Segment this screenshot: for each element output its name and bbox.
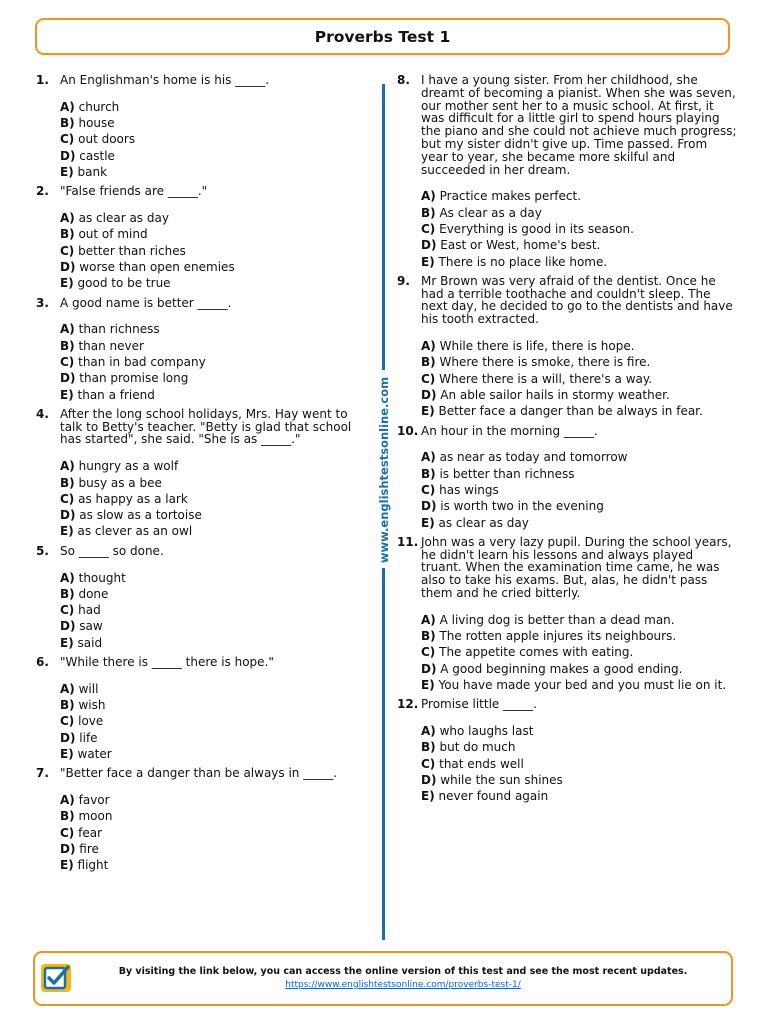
option-d[interactable] bbox=[421, 498, 737, 514]
option-c[interactable] bbox=[60, 131, 366, 147]
option-letter: A) bbox=[60, 99, 75, 114]
option-text: done bbox=[78, 586, 109, 601]
option-text: flight bbox=[77, 858, 109, 873]
option-letter: B) bbox=[60, 475, 75, 490]
option-e[interactable] bbox=[60, 523, 366, 539]
question-number: 11. bbox=[397, 534, 419, 549]
checkbox-check-icon bbox=[40, 962, 72, 994]
option-b[interactable] bbox=[60, 226, 366, 242]
option-text: house bbox=[78, 116, 115, 131]
option-text: than a friend bbox=[77, 387, 155, 402]
option-c[interactable] bbox=[60, 243, 366, 259]
option-text: wish bbox=[78, 698, 106, 713]
option-letter: B) bbox=[421, 205, 436, 220]
question-line bbox=[36, 767, 366, 780]
option-letter: B) bbox=[421, 740, 436, 755]
option-e[interactable] bbox=[60, 164, 366, 180]
option-letter: C) bbox=[421, 482, 436, 497]
footer-link[interactable]: https://www.englishtestsonline.com/proverbs-test-1/ bbox=[285, 980, 521, 990]
option-e[interactable] bbox=[421, 515, 737, 531]
option-a[interactable] bbox=[60, 99, 366, 115]
option-letter: D) bbox=[421, 238, 437, 253]
option-e[interactable] bbox=[60, 275, 366, 291]
question-number: 8. bbox=[397, 73, 410, 87]
option-list bbox=[60, 458, 366, 539]
option-a[interactable] bbox=[60, 458, 366, 474]
question-line bbox=[397, 275, 737, 326]
option-letter: A) bbox=[421, 612, 436, 627]
option-letter: D) bbox=[60, 841, 76, 856]
option-b[interactable] bbox=[421, 354, 737, 370]
option-a[interactable] bbox=[60, 570, 366, 586]
option-e[interactable] bbox=[60, 857, 366, 873]
question-11 bbox=[397, 536, 737, 693]
option-text: A good beginning makes a good ending. bbox=[440, 661, 683, 676]
question-text: Promise little _____. bbox=[421, 697, 537, 712]
option-letter: A) bbox=[421, 189, 436, 204]
option-letter: D) bbox=[421, 499, 437, 514]
question-text: John was a very lazy pupil. During the school years, he didn't learn his lessons and always played truant. When the examination time came, he was also to take his exams. But, alas, he didn't pass them and he cried bitterly. bbox=[421, 534, 732, 600]
question-7 bbox=[36, 767, 366, 873]
option-c[interactable] bbox=[421, 482, 737, 498]
option-letter: C) bbox=[60, 825, 75, 840]
option-text: hungry as a wolf bbox=[78, 459, 179, 474]
option-c[interactable] bbox=[60, 713, 366, 729]
question-number: 7. bbox=[36, 766, 49, 781]
option-letter: B) bbox=[60, 809, 75, 824]
option-text: good to be true bbox=[77, 276, 171, 291]
option-letter: C) bbox=[60, 132, 75, 147]
option-text: fear bbox=[78, 825, 103, 840]
option-text: Where there is smoke, there is fire. bbox=[439, 355, 651, 370]
option-text: while the sun shines bbox=[440, 772, 563, 787]
option-letter: D) bbox=[60, 259, 76, 274]
question-text: After the long school holidays, Mrs. Hay went to talk to Betty's teacher. "Betty is glad that school has started", she said. "She is as _____." bbox=[60, 406, 352, 447]
option-c[interactable] bbox=[421, 644, 737, 660]
option-letter: E) bbox=[421, 254, 435, 269]
left-column bbox=[36, 74, 366, 879]
option-text: busy as a bee bbox=[78, 475, 162, 490]
question-12 bbox=[397, 698, 737, 804]
option-c[interactable] bbox=[60, 825, 366, 841]
option-a[interactable] bbox=[421, 449, 737, 465]
option-list bbox=[60, 792, 366, 873]
question-text: A good name is better _____. bbox=[60, 295, 232, 310]
option-text: The appetite comes with eating. bbox=[439, 645, 634, 660]
option-text: as clear as day bbox=[78, 211, 169, 226]
option-text: church bbox=[78, 99, 120, 114]
option-text: fire bbox=[79, 841, 99, 856]
option-b[interactable] bbox=[421, 205, 737, 221]
option-letter: E) bbox=[60, 164, 74, 179]
option-letter: A) bbox=[60, 322, 75, 337]
option-text: is better than richness bbox=[439, 466, 575, 481]
question-line bbox=[36, 297, 366, 310]
option-text: As clear as a day bbox=[439, 205, 542, 220]
option-text: life bbox=[79, 730, 98, 745]
option-b[interactable] bbox=[60, 475, 366, 491]
option-letter: B) bbox=[60, 698, 75, 713]
question-line bbox=[36, 74, 366, 87]
option-letter: D) bbox=[421, 772, 437, 787]
question-text: So _____ so done. bbox=[60, 543, 164, 558]
option-letter: E) bbox=[60, 387, 74, 402]
option-a[interactable] bbox=[421, 723, 737, 739]
vertical-site-text: www.englishtestsonline.com bbox=[377, 376, 391, 564]
option-letter: A) bbox=[60, 681, 75, 696]
option-a[interactable] bbox=[60, 792, 366, 808]
right-column bbox=[397, 74, 737, 810]
option-letter: D) bbox=[421, 661, 437, 676]
question-number: 10. bbox=[397, 423, 419, 438]
option-letter: C) bbox=[60, 491, 75, 506]
option-a[interactable] bbox=[421, 188, 737, 204]
question-number: 1. bbox=[36, 73, 49, 87]
option-text: has wings bbox=[439, 482, 499, 497]
question-text: "False friends are _____." bbox=[60, 184, 208, 199]
option-e[interactable] bbox=[60, 635, 366, 651]
option-letter: A) bbox=[60, 211, 75, 226]
option-list bbox=[60, 321, 366, 402]
option-d[interactable] bbox=[421, 237, 737, 253]
option-text: thought bbox=[78, 570, 126, 585]
option-list bbox=[421, 612, 737, 693]
question-2 bbox=[36, 185, 366, 291]
option-list bbox=[421, 338, 737, 419]
option-text: favor bbox=[78, 793, 110, 808]
question-line bbox=[397, 698, 737, 711]
question-text: "Better face a danger than be always in _____. bbox=[60, 766, 338, 781]
option-list bbox=[60, 570, 366, 651]
option-text: bank bbox=[77, 164, 108, 179]
option-letter: C) bbox=[421, 756, 436, 771]
option-letter: D) bbox=[421, 387, 437, 402]
option-letter: E) bbox=[60, 858, 74, 873]
option-text: worse than open enemies bbox=[79, 259, 235, 274]
option-c[interactable] bbox=[60, 354, 366, 370]
option-letter: A) bbox=[421, 450, 436, 465]
option-text: will bbox=[78, 681, 99, 696]
question-3 bbox=[36, 297, 366, 403]
question-8 bbox=[397, 74, 737, 270]
option-letter: D) bbox=[60, 730, 76, 745]
option-text: as slow as a tortoise bbox=[79, 508, 202, 523]
option-text: An able sailor hails in stormy weather. bbox=[440, 387, 670, 402]
question-6 bbox=[36, 656, 366, 762]
option-list bbox=[421, 723, 737, 804]
question-number: 12. bbox=[397, 697, 419, 712]
question-text: An Englishman's home is his _____. bbox=[60, 73, 270, 87]
option-text: There is no place like home. bbox=[438, 254, 608, 269]
option-d[interactable] bbox=[60, 730, 366, 746]
question-line bbox=[36, 408, 366, 446]
option-letter: B) bbox=[421, 466, 436, 481]
option-list bbox=[60, 681, 366, 762]
option-letter: A) bbox=[60, 570, 75, 585]
option-letter: C) bbox=[60, 603, 75, 618]
option-text: East or West, home's best. bbox=[440, 238, 601, 253]
option-letter: E) bbox=[60, 746, 74, 761]
option-text: Better face a danger than be always in fear. bbox=[438, 404, 703, 419]
option-text: castle bbox=[79, 148, 115, 163]
option-letter: C) bbox=[421, 221, 436, 236]
option-text: who laughs last bbox=[439, 724, 534, 739]
question-line bbox=[397, 425, 737, 438]
option-text: than promise long bbox=[79, 371, 189, 386]
option-a[interactable] bbox=[60, 210, 366, 226]
option-c[interactable] bbox=[60, 491, 366, 507]
question-text: "While there is _____ there is hope." bbox=[60, 655, 274, 669]
option-letter: C) bbox=[60, 354, 75, 369]
option-letter: E) bbox=[60, 524, 74, 539]
question-line bbox=[397, 74, 737, 176]
option-text: as clear as day bbox=[438, 515, 529, 530]
option-letter: C) bbox=[421, 371, 436, 386]
question-number: 4. bbox=[36, 406, 49, 421]
option-text: Practice makes perfect. bbox=[439, 189, 582, 204]
option-text: love bbox=[78, 714, 104, 729]
option-c[interactable] bbox=[421, 221, 737, 237]
option-text: A living dog is better than a dead man. bbox=[439, 612, 675, 627]
option-a[interactable] bbox=[421, 338, 737, 354]
option-text: never found again bbox=[438, 789, 549, 804]
option-letter: C) bbox=[421, 645, 436, 660]
option-d[interactable] bbox=[421, 661, 737, 677]
question-number: 9. bbox=[397, 273, 410, 288]
option-b[interactable] bbox=[421, 466, 737, 482]
question-5 bbox=[36, 545, 366, 651]
option-d[interactable] bbox=[60, 507, 366, 523]
question-10 bbox=[397, 425, 737, 531]
option-letter: E) bbox=[60, 635, 74, 650]
footer-text: By visiting the link below, you can access the online version of this test and see the most recent updates. bbox=[118, 966, 688, 977]
option-text: better than riches bbox=[78, 243, 186, 258]
option-letter: E) bbox=[421, 789, 435, 804]
option-letter: B) bbox=[60, 338, 75, 353]
question-number: 2. bbox=[36, 184, 49, 199]
option-e[interactable] bbox=[421, 254, 737, 270]
option-a[interactable] bbox=[60, 681, 366, 697]
option-d[interactable] bbox=[60, 259, 366, 275]
option-list bbox=[421, 188, 737, 269]
option-d[interactable] bbox=[421, 387, 737, 403]
option-d[interactable] bbox=[421, 772, 737, 788]
option-letter: B) bbox=[421, 355, 436, 370]
option-letter: C) bbox=[60, 714, 75, 729]
option-text: but do much bbox=[439, 740, 516, 755]
question-line bbox=[36, 656, 366, 669]
question-number: 5. bbox=[36, 543, 49, 558]
question-text: Mr Brown was very afraid of the dentist. Once he had a terrible toothache and couldn't sleep. The next day, he decided to go to the dentists and have his tooth extracted. bbox=[421, 273, 733, 327]
option-e[interactable] bbox=[421, 788, 737, 804]
title-box bbox=[35, 18, 730, 55]
option-letter: E) bbox=[421, 677, 435, 692]
option-text: is worth two in the evening bbox=[440, 499, 604, 514]
option-letter: B) bbox=[60, 227, 75, 242]
option-text: You have made your bed and you must lie on it. bbox=[438, 677, 727, 692]
option-text: as near as today and tomorrow bbox=[439, 450, 628, 465]
option-text: Where there is a will, there's a way. bbox=[439, 371, 653, 386]
option-list bbox=[421, 449, 737, 530]
option-letter: D) bbox=[60, 619, 76, 634]
option-e[interactable] bbox=[421, 403, 737, 419]
option-letter: B) bbox=[421, 629, 436, 644]
option-letter: D) bbox=[60, 371, 76, 386]
option-letter: B) bbox=[60, 116, 75, 131]
option-e[interactable] bbox=[421, 677, 737, 693]
option-c[interactable] bbox=[60, 602, 366, 618]
option-text: moon bbox=[78, 809, 113, 824]
question-number: 6. bbox=[36, 655, 49, 669]
option-text: water bbox=[77, 746, 112, 761]
option-e[interactable] bbox=[60, 387, 366, 403]
option-text: had bbox=[78, 603, 101, 618]
option-text: than never bbox=[78, 338, 144, 353]
option-letter: E) bbox=[421, 515, 435, 530]
option-d[interactable] bbox=[60, 618, 366, 634]
option-a[interactable] bbox=[421, 612, 737, 628]
option-letter: C) bbox=[60, 243, 75, 258]
option-text: saw bbox=[79, 619, 103, 634]
question-number: 3. bbox=[36, 295, 49, 310]
option-b[interactable] bbox=[60, 338, 366, 354]
option-text: said bbox=[77, 635, 103, 650]
option-list bbox=[60, 99, 366, 180]
option-b[interactable] bbox=[421, 628, 737, 644]
option-b[interactable] bbox=[60, 115, 366, 131]
option-text: as clever as an owl bbox=[77, 524, 193, 539]
option-text: While there is life, there is hope. bbox=[439, 339, 635, 354]
option-a[interactable] bbox=[60, 321, 366, 337]
option-b[interactable] bbox=[60, 586, 366, 602]
option-letter: A) bbox=[60, 793, 75, 808]
option-text: than richness bbox=[78, 322, 160, 337]
option-b[interactable] bbox=[60, 808, 366, 824]
option-text: than in bad company bbox=[78, 354, 206, 369]
option-c[interactable] bbox=[421, 756, 737, 772]
option-letter: A) bbox=[60, 459, 75, 474]
option-text: that ends well bbox=[439, 756, 524, 771]
option-letter: E) bbox=[60, 276, 74, 291]
option-d[interactable] bbox=[60, 148, 366, 164]
option-text: out doors bbox=[78, 132, 136, 147]
question-4 bbox=[36, 408, 366, 540]
option-d[interactable] bbox=[60, 841, 366, 857]
footer-box bbox=[33, 951, 733, 1006]
option-c[interactable] bbox=[421, 371, 737, 387]
question-line bbox=[397, 536, 737, 600]
option-b[interactable] bbox=[421, 739, 737, 755]
option-list bbox=[60, 210, 366, 291]
option-letter: A) bbox=[421, 724, 436, 739]
question-text: I have a young sister. From her childhood, she dreamt of becoming a pianist. When she was seven, our mother sent her to a music school. At first, it was difficult for a little girl to spend hours playing the piano and she could not achieve much progress; but my sister didn't give up. Time passed. From year to year, she became more skilful and succeeded in her dream. bbox=[421, 73, 737, 177]
option-letter: E) bbox=[421, 404, 435, 419]
option-text: as happy as a lark bbox=[78, 491, 188, 506]
option-d[interactable] bbox=[60, 370, 366, 386]
option-letter: D) bbox=[60, 508, 76, 523]
divider-line-top bbox=[382, 84, 385, 370]
divider-line-bottom bbox=[382, 568, 385, 940]
option-text: Everything is good in its season. bbox=[439, 221, 634, 236]
option-e[interactable] bbox=[60, 746, 366, 762]
option-letter: D) bbox=[60, 148, 76, 163]
page-title: Proverbs Test 1 bbox=[314, 27, 451, 46]
question-text: An hour in the morning _____. bbox=[421, 423, 598, 438]
question-9 bbox=[397, 275, 737, 420]
option-text: The rotten apple injures its neighbours. bbox=[439, 629, 677, 644]
option-b[interactable] bbox=[60, 697, 366, 713]
question-line bbox=[36, 185, 366, 198]
option-text: out of mind bbox=[78, 227, 148, 242]
question-line bbox=[36, 545, 366, 558]
option-letter: A) bbox=[421, 339, 436, 354]
option-letter: B) bbox=[60, 586, 75, 601]
question-1 bbox=[36, 74, 366, 180]
